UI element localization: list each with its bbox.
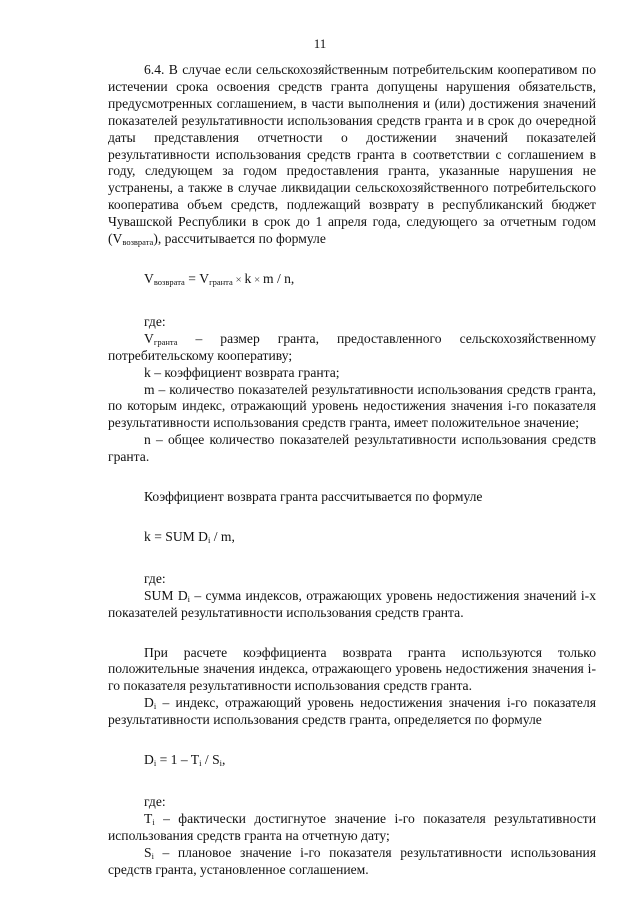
formula-v: V bbox=[144, 270, 154, 286]
paragraph-6-4-text: 6.4. В случае если сельскохозяйственным потребительским кооперативом по истечении срока освоения средств гранта допущены нарушения обязательств, предусмотренных соглашением, в части выполнения и (или) достижения значений показателей результативности использования средств гранта и в срок до очередной даты представления отчетности о достижении значений показателей результативности использования средств гранта в соответствии с соглашением в году, следующем за годом предоставления гранта, указанные нарушения не устранены, а также в случае ликвидации сельскохозяйственного потребительского кооператива объем средств, подлежащий возврату в республиканский бюджет Чувашской Республики в срок до 1 апреля года, следующего за отчетным годом (V bbox=[108, 62, 596, 247]
definition-t-symbol: T bbox=[144, 810, 153, 826]
formula-t-sub: i bbox=[199, 758, 202, 769]
definition-sum-sub: i bbox=[187, 593, 191, 604]
definition-k: k – коэффициент возврата гранта; bbox=[144, 364, 340, 380]
where-label-2: где: bbox=[144, 570, 166, 586]
formula-return-volume bbox=[108, 271, 596, 289]
formula-d-mid: = 1 – T bbox=[156, 752, 200, 768]
where-label-1: где: bbox=[144, 313, 166, 329]
definition-t-sub: i bbox=[152, 816, 155, 827]
definition-s-symbol: S bbox=[144, 844, 152, 860]
document-body bbox=[108, 62, 596, 879]
formula-k: k bbox=[244, 270, 252, 286]
formula-s-sub: i bbox=[219, 758, 223, 769]
formula-multiply-2: × bbox=[251, 273, 263, 286]
definition-s-sub: i bbox=[151, 850, 154, 861]
formula-vg-sub: гранта bbox=[209, 276, 233, 287]
definition-v-symbol: V bbox=[144, 330, 154, 346]
definition-d-text: – индекс, отражающий уровень недостижения значения i-го показателя результативности использования средств гранта, определяется по формуле bbox=[108, 695, 596, 728]
formula-k-sum: k = SUM D bbox=[144, 528, 208, 544]
definition-t-text: – фактически достигнутое значение i-го показателя результативности использования средств гранта на отчетную дату; bbox=[108, 810, 596, 843]
definition-v-text: – размер гранта, предоставленного сельскохозяйственному потребительскому кооперативу; bbox=[108, 330, 596, 363]
definition-d-symbol: D bbox=[144, 695, 154, 711]
formula-k-rest: / m, bbox=[210, 528, 235, 544]
definition-sum-d bbox=[108, 588, 596, 622]
formula-multiply-1: × bbox=[232, 273, 245, 286]
formula-d: D bbox=[144, 752, 154, 768]
definition-sum-text: – сумма индексов, отражающих уровень недостижения значений i-х показателей результативности использования средств гранта. bbox=[108, 587, 596, 620]
formula-k-sub: i bbox=[207, 534, 211, 545]
formula-v-sub: возврата bbox=[153, 276, 185, 287]
definition-d bbox=[108, 695, 596, 729]
formula-coefficient bbox=[108, 529, 596, 546]
definition-s-text: – плановое значение i-го показателя результативности использования средств гранта, установленное соглашением. bbox=[108, 844, 596, 877]
positive-values-note: При расчете коэффициента возврата гранта используются только положительные значения индекса, отражающего уровень недостижения значения i-го показателя результативности использования средств гранта. bbox=[108, 644, 596, 694]
definition-v-granta bbox=[108, 331, 596, 365]
definition-s bbox=[108, 845, 596, 879]
definition-d-sub: i bbox=[153, 701, 157, 712]
where-label-3: где: bbox=[144, 794, 166, 809]
formula-d-sub: i bbox=[153, 758, 157, 769]
coefficient-intro: Коэффициент возврата гранта рассчитывается по формуле bbox=[144, 489, 483, 505]
formula-index bbox=[108, 752, 596, 769]
formula-d-slash: / S bbox=[201, 752, 220, 768]
formula-m-n: m / n, bbox=[262, 270, 295, 286]
definition-t bbox=[108, 811, 596, 845]
formula-d-end: , bbox=[222, 752, 226, 768]
definition-sum-symbol: SUM D bbox=[144, 587, 188, 603]
definition-m: m – количество показателей результативности использования средств гранта, по которым индекс, отражающий уровень недостижения значения i-го показателя результативности использования средств гранта, имеет положительное значение; bbox=[108, 381, 596, 431]
definition-v-sub: гранта bbox=[153, 336, 178, 347]
subscript-vozvrata: возврата bbox=[122, 237, 154, 248]
paragraph-6-4-end: ), рассчитывается по формуле bbox=[153, 231, 326, 247]
page-number: 11 bbox=[313, 36, 327, 51]
definition-n: n – общее количество показателей результативности использования средств гранта. bbox=[108, 432, 596, 465]
paragraph-6-4 bbox=[108, 62, 596, 248]
formula-eq: = V bbox=[184, 270, 210, 286]
